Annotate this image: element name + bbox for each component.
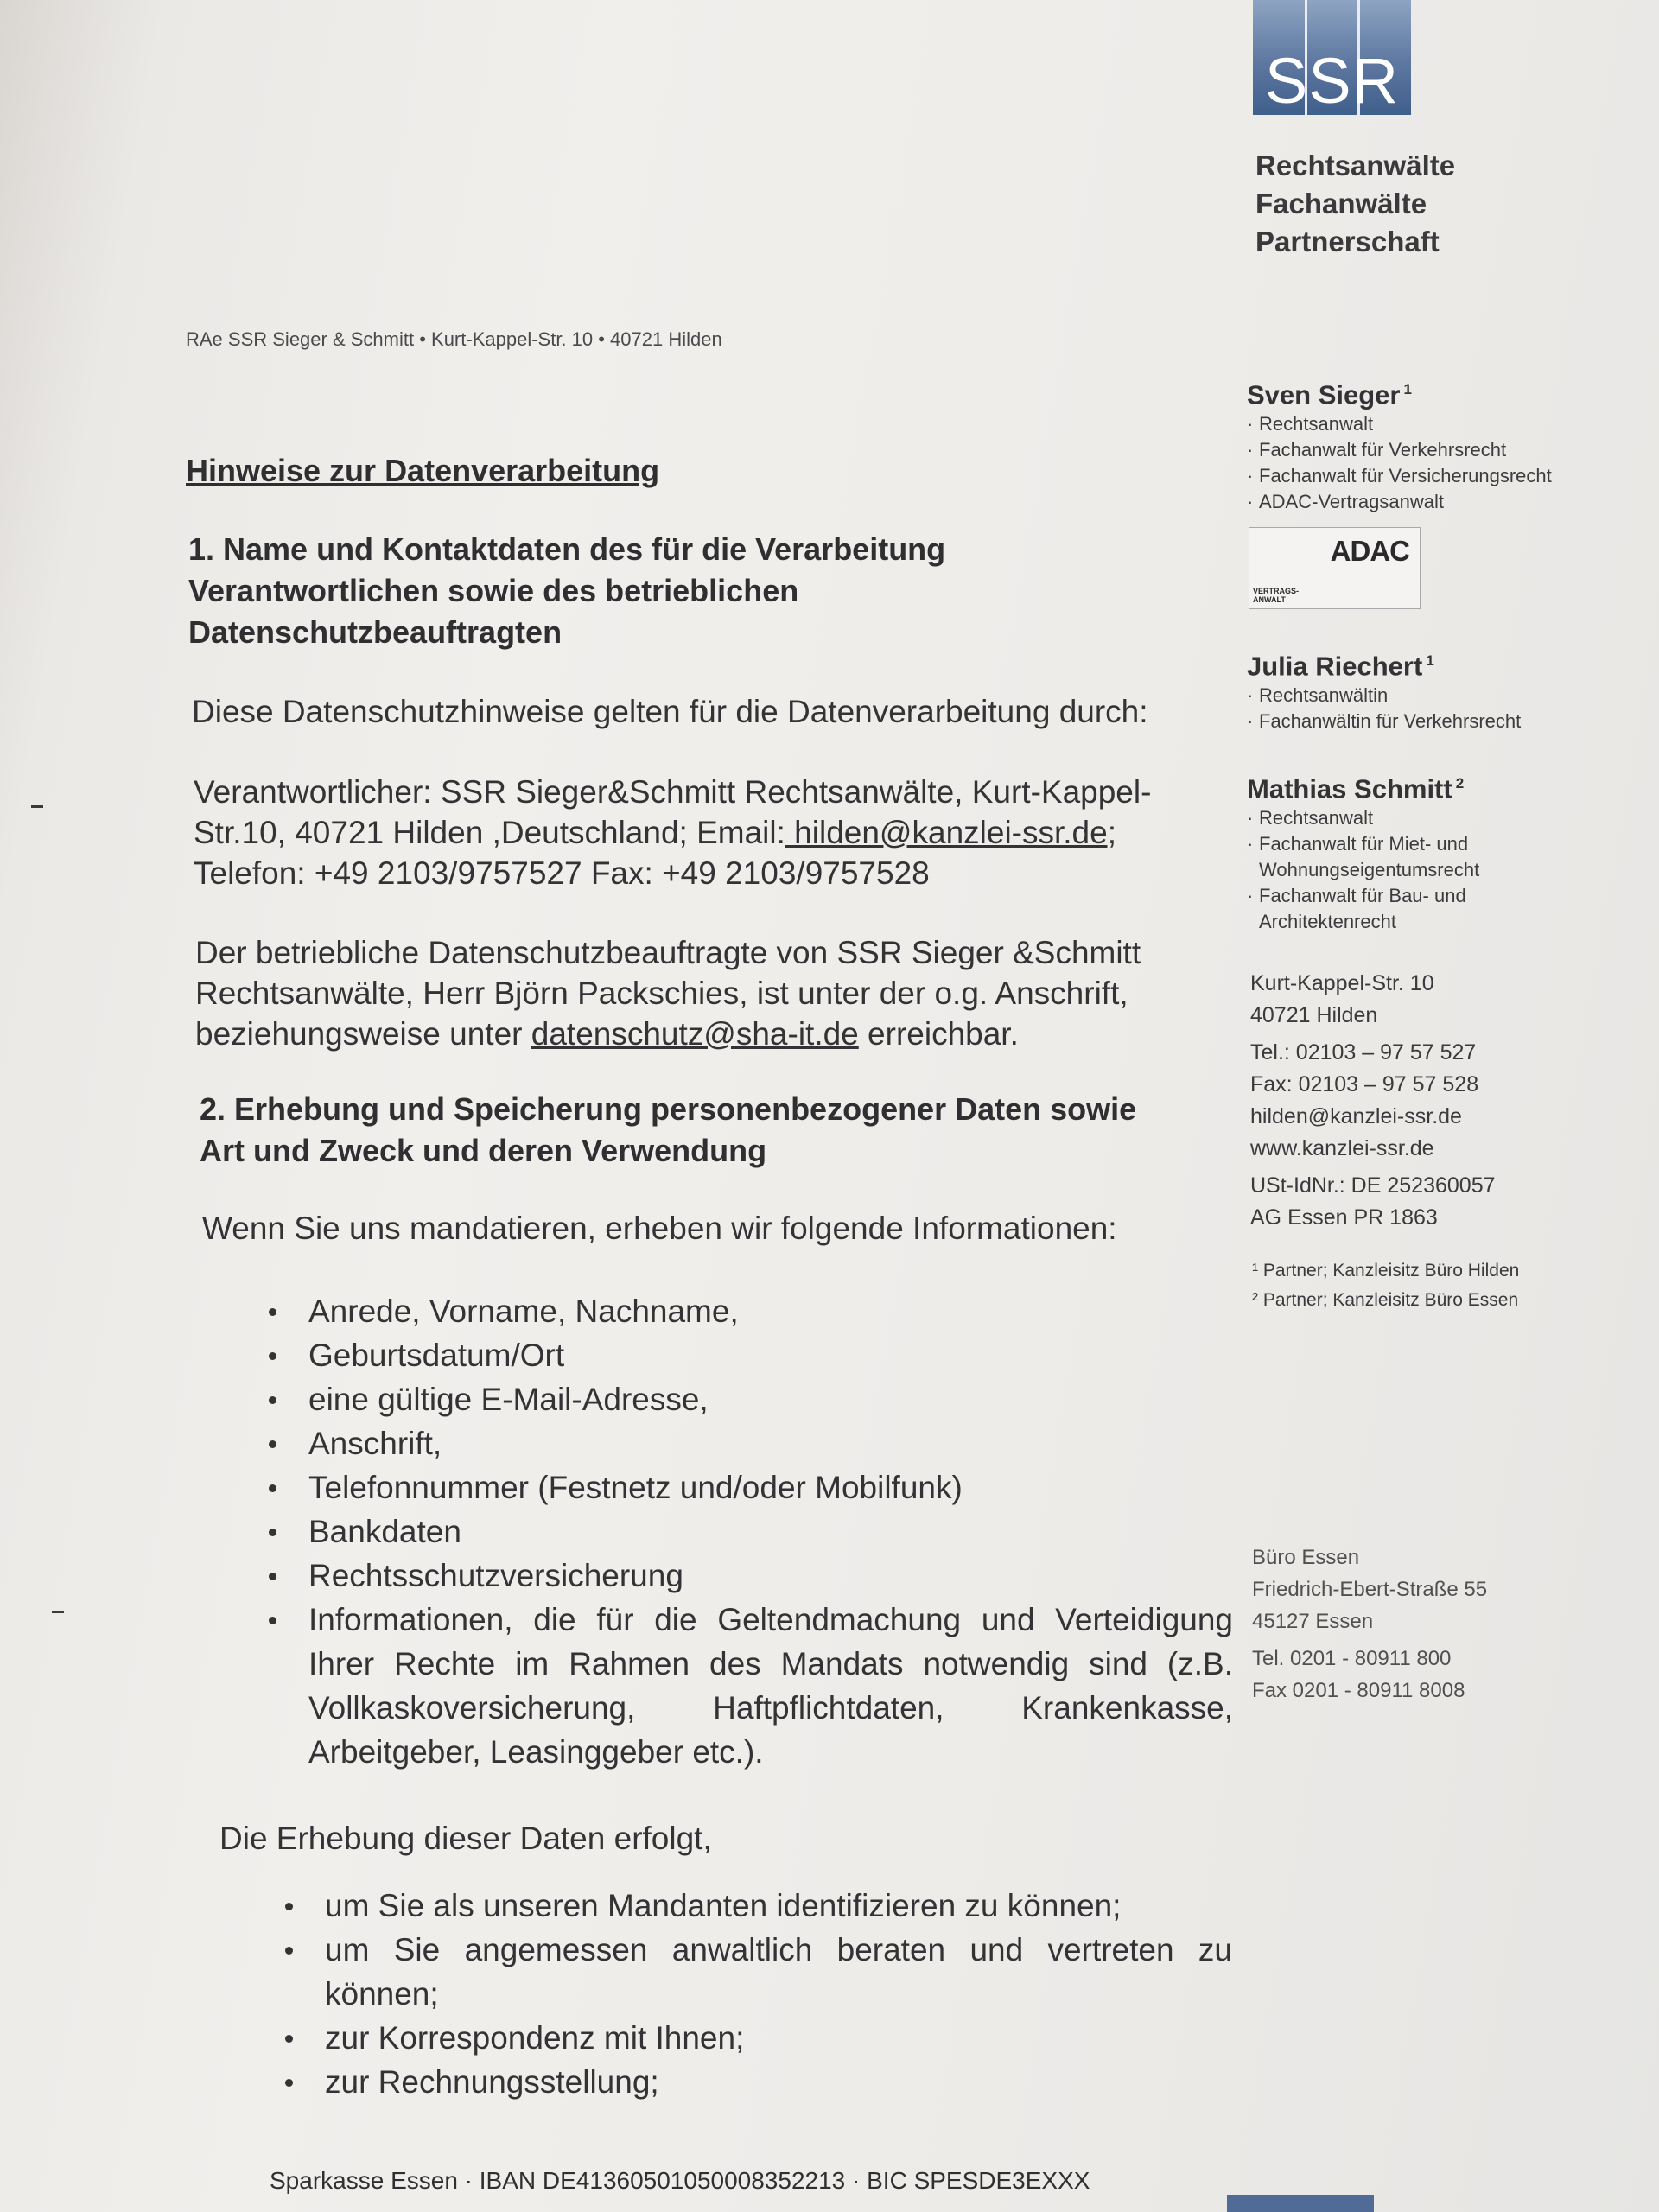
adac-brand: ADAC	[1330, 535, 1409, 567]
fax-number: Fax 0201 - 80911 8008	[1252, 1679, 1465, 1702]
responsible-prefix: Verantwortlicher: SSR Sieger&Schmitt Rechtsanwälte, Kurt-Kappel-Str.10, 40721 Hilden ,Deutschland; Email:	[194, 774, 1152, 850]
list-item: Anrede, Vorname, Nachname,	[257, 1289, 1233, 1333]
collect-intro: Wenn Sie uns mandatieren, erheben wir folgende Informationen:	[202, 1211, 1117, 1246]
section-2-heading: 2. Erhebung und Speicherung personenbezogener Daten sowie Art und Zweck und deren Verwendung	[200, 1091, 1137, 1168]
partner-riechert	[1247, 645, 1644, 734]
fold-mark	[31, 805, 43, 808]
footnote: ¹ Partner; Kanzleisitz Büro Hilden	[1252, 1261, 1520, 1281]
partner-schmitt	[1247, 767, 1644, 935]
phone-number: Tel.: 02103 – 97 57 527	[1250, 1040, 1477, 1065]
section-1-intro: Diese Datenschutzhinweise gelten für die Datenverarbeitung durch:	[192, 694, 1148, 729]
responsible-suffix: Telefon: +49 2103/9757527 Fax: +49 2103/9757528	[194, 855, 930, 891]
bullet-icon	[285, 1903, 293, 1910]
bullet-icon	[269, 1308, 276, 1316]
list-item: eine gültige E-Mail-Adresse,	[257, 1377, 1233, 1421]
purpose-intro: Die Erhebung dieser Daten erfolgt,	[219, 1821, 712, 1856]
dpo-prefix: Der betriebliche Datenschutzbeauftragte von SSR Sieger &Schmitt Rechtsanwälte, Herr Björn Packschies, ist unter der o.g. Anschrift, beziehungsweise unter	[195, 935, 1141, 1052]
partner-role: · Fachanwalt für Versicherungsrecht	[1247, 465, 1552, 487]
list-item: Geburtsdatum/Ort	[257, 1333, 1233, 1377]
bank-details: Sparkasse Essen · IBAN DE41360501050008352213 · BIC SPESDE3EXXX	[270, 2167, 1090, 2194]
firm-type-line: Partnerschaft	[1255, 226, 1440, 257]
partner-role: Architektenrecht	[1259, 911, 1396, 933]
vat-id: USt-IdNr.: DE 252360057	[1250, 1173, 1496, 1198]
bullet-icon	[285, 2035, 293, 2043]
office-contact	[1250, 968, 1648, 1234]
ssr-logo	[1253, 0, 1411, 115]
partner-role: · Rechtsanwältin	[1247, 684, 1389, 707]
fold-mark	[52, 1611, 64, 1613]
dpo-email-link[interactable]: datenschutz@sha-it.de	[531, 1016, 859, 1052]
website-link[interactable]: www.kanzlei-ssr.de	[1250, 1136, 1434, 1160]
list-item: Anschrift,	[257, 1421, 1233, 1465]
list-item: Bankdaten	[257, 1510, 1233, 1554]
bullet-icon	[285, 2079, 293, 2087]
footnote: ² Partner; Kanzleisitz Büro Essen	[1252, 1290, 1519, 1310]
list-item: zur Korrespondenz mit Ihnen;	[273, 2016, 1232, 2060]
bullet-icon	[269, 1529, 276, 1536]
dpo-suffix: erreichbar.	[858, 1016, 1019, 1052]
firm-type-line: Rechtsanwälte	[1255, 149, 1456, 181]
partner-sieger	[1247, 373, 1644, 515]
partner-role: · Rechtsanwalt	[1247, 413, 1374, 435]
partner-role: · Rechtsanwalt	[1247, 807, 1374, 830]
adac-badge	[1249, 527, 1421, 609]
address-line: 45127 Essen	[1252, 1610, 1374, 1633]
partner-name: Julia Riechert	[1247, 651, 1423, 682]
bullet-icon	[269, 1396, 276, 1404]
list-item: um Sie angemessen anwaltlich beraten und vertreten zu können;	[273, 1928, 1232, 2016]
responsible-email-link[interactable]: hilden@kanzlei-ssr.de;	[785, 815, 1116, 850]
bullet-icon	[269, 1617, 276, 1624]
footnote-mark: 1	[1403, 381, 1412, 397]
office-name: Büro Essen	[1252, 1546, 1360, 1569]
footer-logo-fragment	[1227, 2195, 1374, 2212]
bullet-icon	[269, 1484, 276, 1492]
partner-role: · Fachanwalt für Verkehrsrecht	[1247, 439, 1507, 461]
document-title: Hinweise zur Datenverarbeitung	[186, 453, 660, 488]
partner-role: · Fachanwältin für Verkehrsrecht	[1247, 710, 1522, 733]
collected-data-list	[257, 1289, 1233, 1774]
footnotes	[1252, 1256, 1519, 1315]
list-item: zur Rechnungsstellung;	[273, 2060, 1232, 2104]
footnote-mark: 2	[1455, 775, 1465, 791]
bullet-icon	[285, 1947, 293, 1955]
partner-name: Mathias Schmitt	[1247, 773, 1452, 804]
responsible-party	[194, 772, 1230, 893]
email-link[interactable]: hilden@kanzlei-ssr.de	[1250, 1104, 1462, 1128]
register-entry: AG Essen PR 1863	[1250, 1205, 1438, 1230]
list-item: Informationen, die für die Geltendmachung und Verteidigung Ihrer Rechte im Rahmen des Mandats notwendig sind (z.B. Vollkaskoversicherung, Haftpflichtdaten, Krankenkasse, Arbeitgeber, Leasinggeber etc.).	[257, 1598, 1233, 1774]
logo-text: SSR	[1264, 45, 1400, 115]
list-item: um Sie als unseren Mandanten identifizieren zu können;	[273, 1884, 1232, 1928]
partner-role: Wohnungseigentumsrecht	[1259, 859, 1480, 881]
address-line: Friedrich-Ebert-Straße 55	[1252, 1578, 1488, 1601]
list-item: Rechtsschutzversicherung	[257, 1554, 1233, 1598]
bullet-icon	[269, 1440, 276, 1448]
firm-type-line: Fachanwälte	[1255, 188, 1427, 219]
fax-number: Fax: 02103 – 97 57 528	[1250, 1072, 1479, 1096]
footnote-mark: 1	[1426, 652, 1434, 669]
address-line: 40721 Hilden	[1250, 1003, 1378, 1027]
partner-name: Sven Sieger	[1247, 379, 1401, 410]
firm-type	[1255, 147, 1455, 261]
adac-badge-text: VERTRAGS-ANWALT	[1253, 587, 1300, 604]
data-protection-officer	[195, 932, 1236, 1054]
partner-role: · Fachanwalt für Miet- und	[1247, 833, 1469, 855]
sender-line: RAe SSR Sieger & Schmitt • Kurt-Kappel-Str. 10 • 40721 Hilden	[186, 328, 722, 350]
partner-role: · ADAC-Vertragsanwalt	[1247, 491, 1444, 513]
essen-office	[1252, 1541, 1487, 1707]
partner-role: · Fachanwalt für Bau- und	[1247, 885, 1466, 907]
address-line: Kurt-Kappel-Str. 10	[1250, 971, 1434, 995]
section-1-heading: 1. Name und Kontaktdaten des für die Verarbeitung Verantwortlichen sowie des betrieblichen Datenschutzbeauftragten	[188, 531, 946, 650]
bullet-icon	[269, 1352, 276, 1360]
bullet-icon	[269, 1573, 276, 1580]
purpose-list	[273, 1884, 1232, 2104]
list-item: Telefonnummer (Festnetz und/oder Mobilfunk)	[257, 1465, 1233, 1510]
phone-number: Tel. 0201 - 80911 800	[1252, 1647, 1452, 1670]
